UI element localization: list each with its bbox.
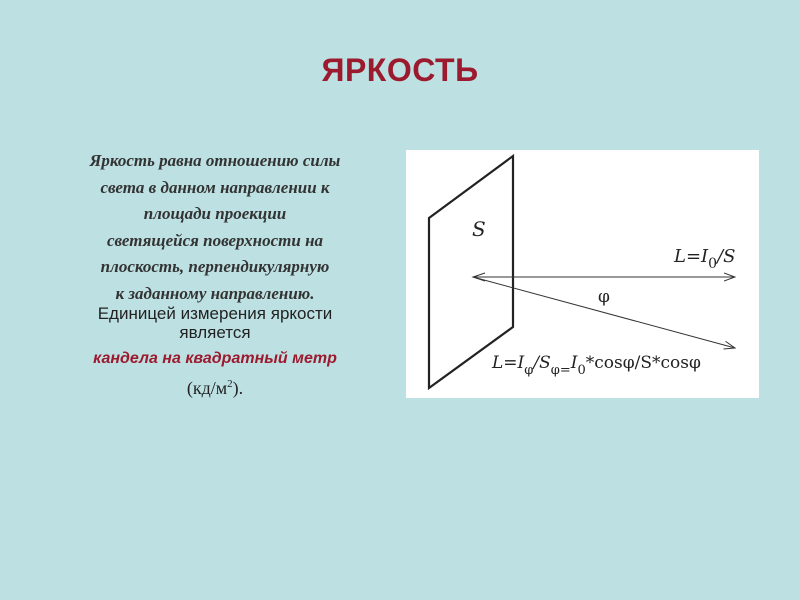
unit-abbr-close: ).	[232, 378, 244, 398]
normal-formula-sub: 0	[708, 256, 718, 272]
definition-line: плоскость, перпендикулярную	[100, 257, 330, 276]
definition-line: светящейся поверхности на	[106, 230, 324, 250]
normal-formula	[673, 246, 735, 272]
definition-line: света в данном направлении к	[100, 177, 330, 197]
surface-label: S	[472, 217, 486, 241]
diagram-svg	[406, 150, 759, 398]
slide-title: ЯРКОСТЬ	[321, 52, 479, 88]
unit-abbr-exponent: 2	[227, 378, 233, 390]
angle-formula-p1: L=I	[492, 353, 525, 373]
normal-formula-prefix: L=I	[674, 246, 709, 267]
angle-formula-s2: φ=	[550, 363, 571, 378]
definition-line: к заданному направлению.	[115, 283, 315, 303]
definition-line: Яркость равна отношению силы	[89, 151, 341, 170]
normal-formula-suffix: /S	[717, 246, 736, 267]
unit-abbr-open: (кд/м	[186, 378, 228, 398]
angle-formula-p2: /S	[533, 353, 551, 373]
definition-line: площади проекции	[143, 204, 287, 223]
angle-label: φ	[598, 287, 610, 307]
angle-formula	[491, 353, 701, 378]
angle-formula-s1: φ	[524, 363, 534, 378]
unit-intro-line: является	[179, 323, 251, 342]
angle-formula-p4: *cosφ/S*cosφ	[585, 353, 701, 373]
definition-text	[40, 148, 390, 307]
angle-formula-p3: I	[570, 353, 578, 373]
luminance-diagram	[406, 150, 759, 398]
unit-intro-line: Единицей измерения яркости	[97, 304, 333, 323]
unit-abbreviation	[40, 378, 390, 399]
angle-formula-s3: 0	[577, 363, 586, 378]
unit-intro-text	[40, 304, 390, 342]
unit-name: кандела на квадратный метр	[93, 350, 337, 367]
